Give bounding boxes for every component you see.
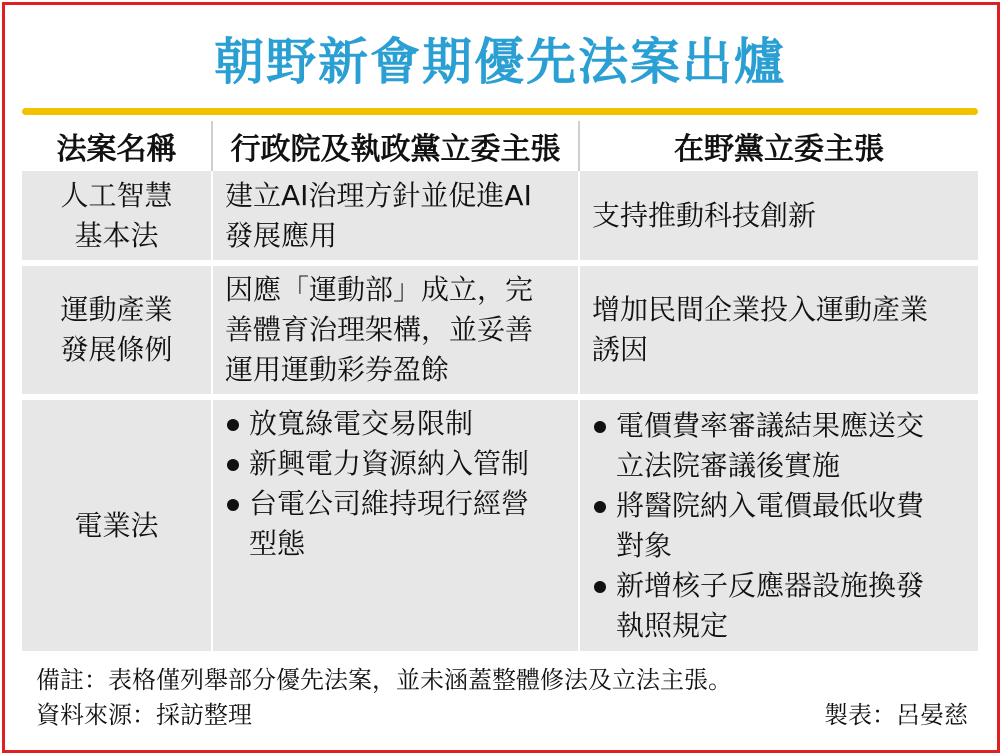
table-row — [22, 171, 978, 263]
header-opposition-position: 在野黨立委主張 — [579, 121, 978, 171]
text-line: 因應「運動部」成立，完 — [225, 273, 534, 306]
text-line: 增加民間企業投入運動產業 — [592, 293, 929, 326]
bill-name-line: 運動產業 — [60, 293, 173, 326]
bills-table — [22, 121, 978, 651]
bill-name-cell — [22, 397, 212, 651]
header-government-position: 行政院及執政黨立委主張 — [212, 121, 579, 171]
text-line: 支持推動科技創新 — [592, 198, 817, 232]
bullet-list — [225, 404, 566, 564]
text-line: 誘因 — [592, 333, 649, 366]
text-line: 運用運動彩券盈餘 — [225, 353, 450, 386]
footnote: 備註：表格僅列舉部分優先法案，並未涵蓋整體修法及立法主張。 — [36, 666, 732, 694]
bill-name-line: 發展條例 — [60, 333, 173, 366]
government-position-cell — [212, 397, 579, 651]
bill-name-cell — [22, 171, 212, 263]
bullet-item — [592, 486, 966, 566]
bullet-item — [225, 444, 566, 484]
text-line: 立法院審議後實施 — [616, 448, 841, 482]
bullet-item — [592, 406, 966, 486]
table-header-row — [22, 121, 978, 171]
government-position-cell — [212, 263, 579, 397]
text-line: 對象 — [616, 528, 673, 562]
text-line: 執照規定 — [616, 608, 729, 642]
text-line: 電價費率審議結果應送交 — [616, 408, 925, 442]
bullet-item — [225, 484, 566, 564]
header-bill-name: 法案名稱 — [22, 121, 212, 171]
government-position-cell — [212, 171, 579, 263]
text-line: 將醫院納入電價最低收費 — [616, 488, 925, 522]
title-divider — [22, 108, 978, 115]
text-line: 發展應用 — [225, 218, 338, 252]
data-source: 資料來源：採訪整理 — [36, 701, 252, 729]
table-row — [22, 397, 978, 651]
table-maker: 製表：呂晏慈 — [824, 701, 968, 729]
text-line: 建立AI治理方針並促進AI — [225, 178, 532, 212]
text-line: 台電公司維持現行經營 — [249, 487, 530, 520]
text-line: 新興電力資源納入管制 — [249, 447, 530, 480]
bullet-item — [592, 566, 966, 646]
bullet-item — [225, 404, 566, 444]
bill-name-line: 基本法 — [74, 218, 159, 252]
opposition-position-cell — [579, 263, 978, 397]
opposition-position-cell — [579, 171, 978, 263]
text-line: 新增核子反應器設施換發 — [616, 568, 925, 602]
text-line: 善體育治理架構，並妥善 — [225, 313, 534, 346]
bill-name-line: 電業法 — [74, 508, 159, 542]
text-line: 放寬綠電交易限制 — [249, 407, 474, 440]
page-title: 朝野新會期優先法案出爐 — [214, 33, 786, 91]
text-line: 型態 — [249, 527, 306, 560]
table-row — [22, 263, 978, 397]
bullet-list — [592, 406, 966, 646]
bill-name-cell — [22, 263, 212, 397]
opposition-position-cell — [579, 397, 978, 651]
bill-name-line: 人工智慧 — [60, 178, 173, 212]
